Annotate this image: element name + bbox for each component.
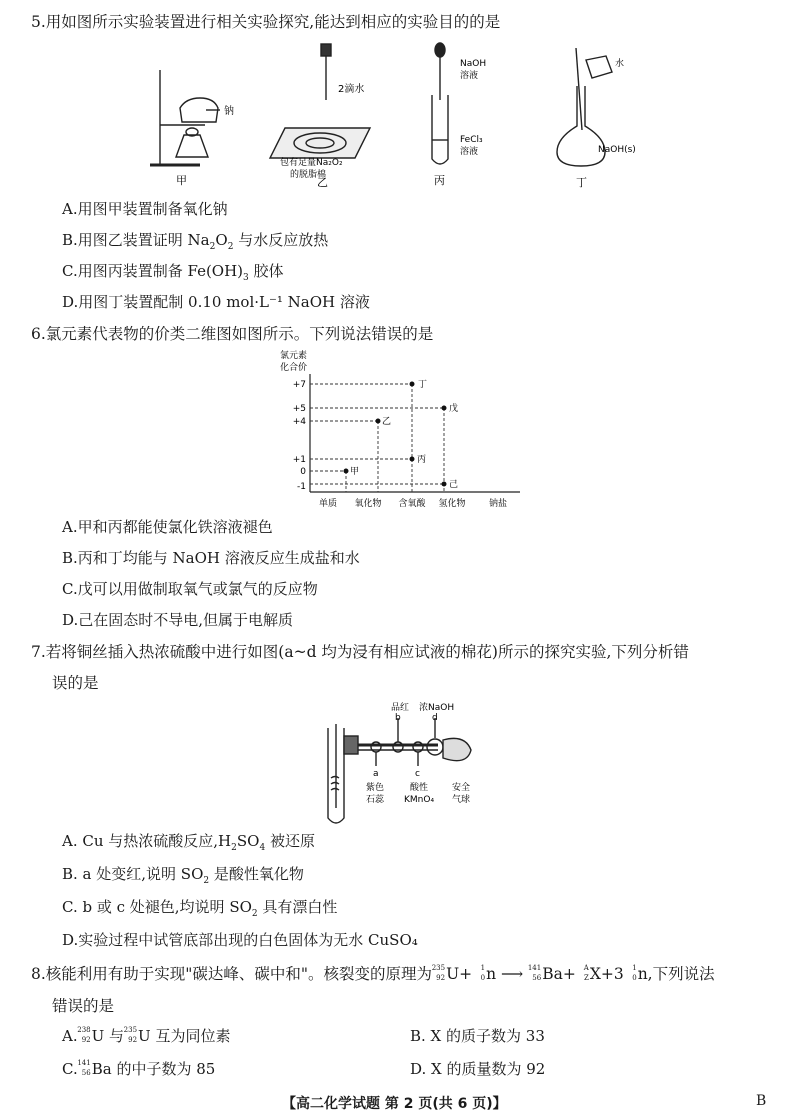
point-wu: 戊 xyxy=(449,404,459,414)
fig-bing-fecl-2: 溶液 xyxy=(460,147,479,157)
fig-bing xyxy=(432,43,448,164)
q8-stem-line2: 错误的是 xyxy=(52,997,115,1015)
q7-balloon-1: 安全 xyxy=(452,783,471,793)
ytick: +4 xyxy=(292,417,306,427)
q6-valence-chart xyxy=(276,344,536,514)
q7-a-name-1: 紫色 xyxy=(366,783,385,793)
fig-bing-naoh-2: 溶液 xyxy=(460,71,479,81)
q7-apparatus-figure xyxy=(318,698,518,828)
q7-a: a xyxy=(373,769,379,779)
fig-yi-label: 乙 xyxy=(317,176,328,189)
chart-xticks xyxy=(319,497,507,509)
fig-yi-cotton-2: 的脱脂棉 xyxy=(290,170,327,180)
xtick: 单质 xyxy=(318,499,338,509)
fig-bing-label: 丙 xyxy=(434,174,445,187)
q5-option-a: A.用图甲装置制备氧化钠 xyxy=(62,200,228,218)
ytick: +7 xyxy=(292,380,306,390)
ytick: +5 xyxy=(292,404,306,414)
fig-jia xyxy=(150,70,220,165)
q7-option-c: C. b 或 c 处褪色,均说明 $SO_2$ 具有漂白性 xyxy=(62,898,338,919)
xtick: 氧化物 xyxy=(354,499,382,509)
chart-yticks xyxy=(293,380,307,492)
paper-version: B xyxy=(756,1093,767,1109)
q7-c-name-2: KMnO₄ xyxy=(404,795,435,805)
q7-d-name: 浓NaOH xyxy=(419,703,455,713)
q6-stem: 6.氯元素代表物的价类二维图如图所示。下列说法错误的是 xyxy=(31,325,434,343)
q5-stem: 5.用如图所示实验装置进行相关实验探究,能达到相应的实验目的的是 xyxy=(31,13,501,31)
q6-option-b: B.丙和丁均能与 NaOH 溶液反应生成盐和水 xyxy=(62,549,360,567)
ytick: -1 xyxy=(297,482,306,492)
ytick: +1 xyxy=(292,455,306,465)
q7-a-name-2: 石蕊 xyxy=(366,795,385,805)
point-ding: 丁 xyxy=(418,380,428,390)
q7-d: d xyxy=(432,713,438,723)
q8-stem-line1: 8.核能利用有助于实现"碳达峰、碳中和"。核裂变的原理为 235 92 U+ 1 0 n ⟶ 141 56 Ba+ A Z X+3 1 0 n,下列说法 xyxy=(31,964,715,983)
q7-c: c xyxy=(415,769,420,779)
fig-bing-fecl-1: FeCl₃ xyxy=(460,135,483,145)
fig-jia-label: 甲 xyxy=(176,174,187,187)
q6-option-c: C.戊可以用做制取氧气或氯气的反应物 xyxy=(62,580,318,598)
fig-yi-water: 2滴水 xyxy=(338,84,365,95)
q7-b-name: 品红 xyxy=(391,703,410,713)
point-bing: 丙 xyxy=(417,455,427,465)
xtick: 氢化物 xyxy=(438,499,466,509)
point-ji: 己 xyxy=(449,480,459,490)
ytick: 0 xyxy=(300,467,306,477)
fig-yi xyxy=(270,44,370,158)
q6-option-d: D.己在固态时不导电,但属于电解质 xyxy=(62,611,294,629)
q7-c-name-1: 酸性 xyxy=(410,783,429,793)
q7-option-a: A. Cu 与热浓硫酸反应$,H_2SO_4$ 被还原 xyxy=(62,832,315,853)
q7-b: b xyxy=(395,713,401,723)
fig-ding-water: 水 xyxy=(615,59,625,69)
page-footer: 【高二化学试题 第 2 页(共 6 页)】 xyxy=(282,1096,507,1112)
chart-ylabel-2: 化合价 xyxy=(280,363,308,373)
fig-jia-na: 钠 xyxy=(224,106,234,117)
q5-option-c: C.用图丙装置制备 $Fe(OH)_3$ 胶体 xyxy=(62,262,284,283)
q7-stem-line2: 误的是 xyxy=(52,674,99,692)
xtick: 钠盐 xyxy=(488,499,508,509)
q7-balloon-2: 气球 xyxy=(452,795,471,805)
q8-option-c: C. 141 56 Ba 的中子数为 85 xyxy=(62,1059,216,1078)
q5-apparatus-figure xyxy=(120,40,680,190)
fig-yi-cotton-1: 包有足量Na₂O₂ xyxy=(280,158,343,168)
q5-option-d: D.用图丁装置配制 0.10 mol·L⁻¹ NaOH 溶液 xyxy=(62,293,370,311)
q7-stem-line1: 7.若将铜丝插入热浓硫酸中进行如图(a~d 均为浸有相应试液的棉花)所示的探究实验,下列分析错 xyxy=(31,643,689,661)
q8-option-d: D. X 的质量数为 92 xyxy=(410,1060,546,1078)
point-yi: 乙 xyxy=(382,417,392,427)
q8-option-b: B. X 的质子数为 33 xyxy=(410,1027,545,1045)
point-jia: 甲 xyxy=(350,467,360,477)
q7-option-b: B. a 处变红,说明 $SO_2$ 是酸性氧化物 xyxy=(62,865,304,886)
fig-ding-naoh: NaOH(s) xyxy=(598,145,636,155)
q8-option-a: A. 238 92 U 与 235 92 U 互为同位素 xyxy=(62,1026,231,1045)
fig-bing-naoh-1: NaOH xyxy=(460,59,487,69)
chart-ylabel-1: 氯元素 xyxy=(280,351,308,361)
q5-option-b: B.用图乙装置证明 $Na_2O_2$ 与水反应放热 xyxy=(62,231,329,252)
fig-ding-label: 丁 xyxy=(576,176,587,189)
q6-option-a: A.甲和丙都能使氯化铁溶液褪色 xyxy=(62,518,273,536)
xtick: 含氧酸 xyxy=(398,499,426,509)
q7-option-d: D.实验过程中试管底部出现的白色固体为无水 CuSO₄ xyxy=(62,931,418,949)
